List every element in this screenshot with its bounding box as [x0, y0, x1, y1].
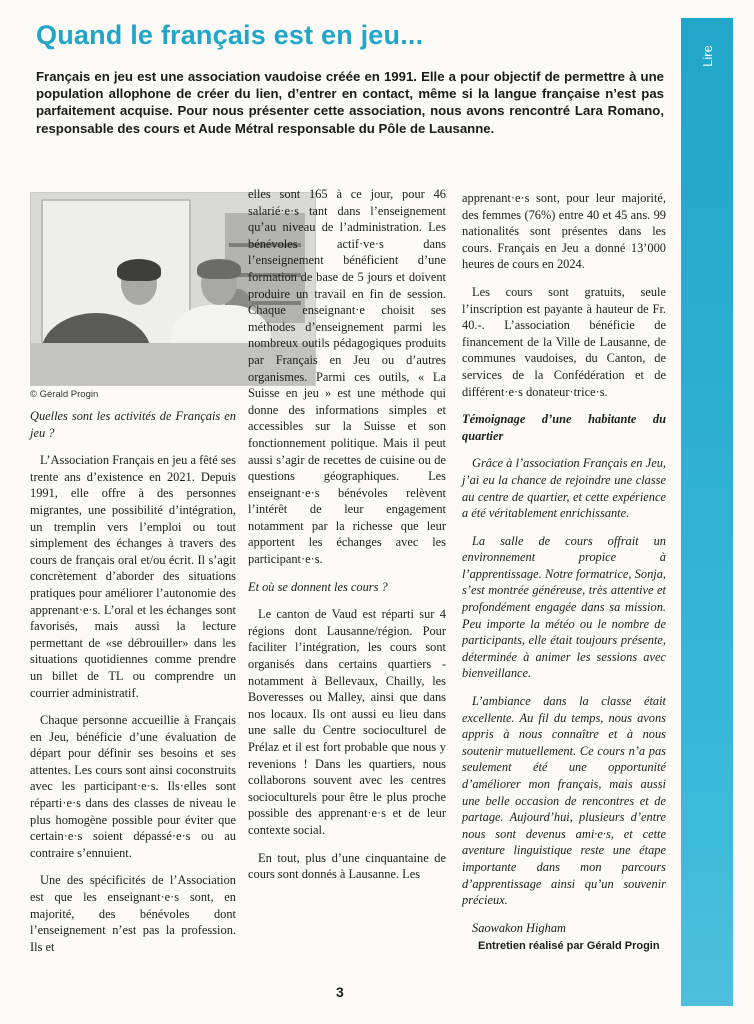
interview-credit: Entretien réalisé par Gérald Progin: [478, 940, 660, 952]
testimony-paragraph: Grâce à l’association Français en Jeu, j’ai eu la chance de rejoindre une classe au centre de quartier, et cette expérience a été véritablement enrichissante.: [462, 456, 666, 521]
column-2: [248, 186, 446, 894]
paragraph: elles sont 165 à ce jour, pour 46 salarié·e·s tant dans l’enseignement qu’au niveau de l’administration. Les bénévoles actif·ve·s dans l’enseignement bénéficient d’une formation de base de 5 jours et doivent produire un travail en fin de session. Chaque enseignant·e choisit ses méthodes d’enseignement parmi les nombreux outils pédagogiques produits par Français en Jeu ou d’autres organismes. Parmi ces outils, « La Suisse en jeu » est une méthode qui donne des informations simples et accessibles sur la Suisse et son fonctionnement politique. Mais il peut aussi s’agir de recettes de cuisine ou de questions géographiques. Les enseignant·e·s bénévoles relèvent l’intérêt de leur engagement notamment par la richesse que leur apportent les échanges avec les participant·e·s.: [248, 187, 446, 567]
paragraph: Les cours sont gratuits, seule l’inscription est payante à hauteur de Fr. 40.-. L’association bénéficie de financement de la Ville de Lausanne, de communes vaudoises, du Canton, de services de la Confédération et de différent·e·s donateur·trice·s.: [462, 284, 666, 399]
paragraph: En tout, plus d’une cinquantaine de cours sont donnés à Lausanne. Les: [248, 850, 446, 882]
photo-person-right-hair: [197, 259, 241, 279]
column-3: [462, 190, 666, 947]
question-heading: Quelles sont les activités de Français en jeu ?: [30, 409, 236, 440]
section-tab: [681, 18, 733, 1006]
testimony-paragraph: La salle de cours offrait un environnement propice à l’apprentissage. Notre formatrice, Sonja, s’est montrée généreuse, très attentive et profondément engagée dans sa mission. Peu importe la météo ou le nombre de participants, elle était toujours présente, déterminée à animer les sessions avec bienveillance.: [462, 533, 666, 681]
paragraph: L’Association Français en jeu a fêté ses trente ans d’existence en 2021. Depuis 1991, elle offre à des personnes migrantes, une possibilité d’intégration, un tremplin vers l’emploi ou tout simplement des échanges à travers des cours de français oral et/ou écrit. Il s’agit concrètement d’aborder des situations pratiques pour améliorer l’autonomie des apprenant·e·s. L’oral et les échanges sont favorisés, mais aussi la lecture permettant de «se débrouiller» dans les situations quotidiennes comme prendre un billet de TL ou comprendre un courrier administratif.: [30, 453, 236, 700]
page-number: 3: [336, 984, 344, 1000]
paragraph: apprenant·e·s sont, pour leur majorité, des femmes (76%) entre 40 et 45 ans. 99 nationalités sont présentes dans les cours. Français en Jeu a donné 13’000 heures de cours en 2024.: [462, 191, 666, 272]
photo-caption: © Gérald Progin: [30, 389, 99, 400]
paragraph: Le canton de Vaud est réparti sur 4 régions dont Lausanne/région. Pour faciliter l’intégration, les cours sont organisés dans certains quartiers - notamment à Bellevaux, Chailly, les Boveresses ou Malley, ainsi que dans nos locaux. Ils ont aussi eu lieu dans une salle du Centre socioculturel de Prélaz et il est fort probable que nous y revenions ! Dans les quartiers, nous collaborons souvent avec les centres socioculturels pour être le plus proche possible des apprenant·e·s et de leur contexte social.: [248, 607, 446, 837]
question-heading: Et où se donnent les cours ?: [248, 579, 388, 594]
article-title: Quand le français est en jeu...: [36, 20, 424, 50]
photo-person-left-hair: [117, 259, 161, 281]
testimony-heading: Témoignage d’une habitante du quartier: [462, 412, 666, 443]
paragraph: Une des spécificités de l’Association est que les enseignant·e·s sont, en majorité, des bénévoles dont l’enseignement n’est pas la profession. Ils et: [30, 873, 236, 954]
testimony-signature: Saowakon Higham: [472, 920, 566, 935]
section-tab-label: Lire: [699, 45, 715, 67]
article-intro: Français en jeu est une association vaudoise créée en 1991. Elle a pour objectif de permettre à une population allophone de créer du lien, d’entrer en contact, même si la langue française n’est pas parfaitement acquise. Pour nous présenter cette association, nous avons rencontré Lara Romano, responsable des cours et Aude Métral responsable du Pôle de Lausanne.: [36, 69, 664, 136]
column-1: [30, 408, 236, 966]
testimony-paragraph: L’ambiance dans la classe était excellente. Au fil du temps, nous avons appris à nous connaître et à nous soutenir mutuellement. Ce cours n’a pas seulement été une opportunité d’améliorer mon français, mais aussi une belle occasion de rencontres et de partage. Aujourd’hui, plusieurs d’entre nous sont devenus ami·e·s, et cette aventure linguistique reste une étape importante dans mon parcours d’apprentissage ainsi qu’un souvenir précieux.: [462, 694, 666, 908]
paragraph: Chaque personne accueillie à Français en Jeu, bénéficie d’une évaluation de départ pour définir ses besoins et ses attentes. Les cours sont ainsi coconstruits avec les participant·e·s. Ils·elles sont réparti·e·s dans des classes de niveau le plus homogène possible pour éviter que certain·e·s soient dépassé·e·s ou au contraire s’ennuient.: [30, 713, 236, 860]
